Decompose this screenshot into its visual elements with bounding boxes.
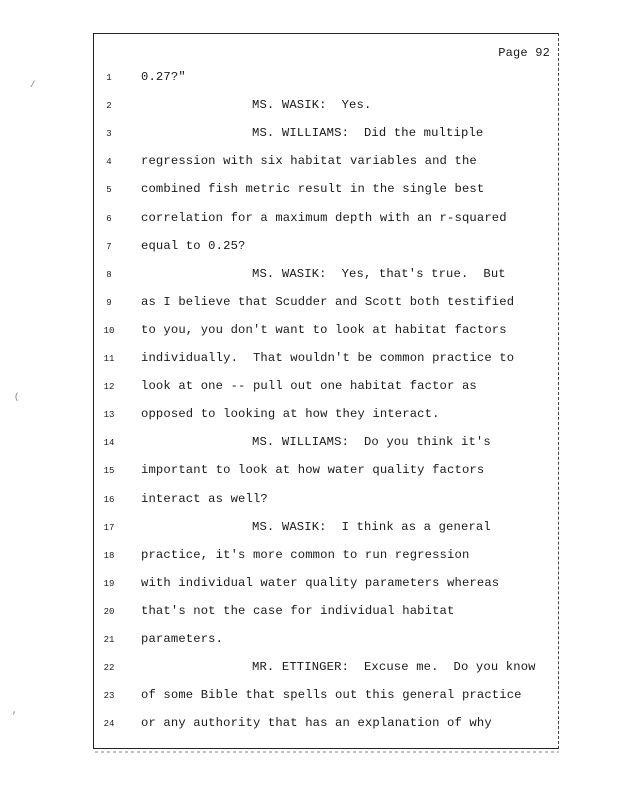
page-number: Page 92 xyxy=(498,46,550,60)
transcript-line xyxy=(94,152,558,180)
line-number: 19 xyxy=(103,578,115,589)
line-text: interact as well? xyxy=(141,491,268,506)
transcript-line xyxy=(94,321,558,349)
scan-artifact: , xyxy=(12,706,18,716)
transcript-line xyxy=(94,630,558,658)
transcript-line xyxy=(94,461,558,489)
transcript-line xyxy=(94,68,558,96)
line-number: 14 xyxy=(103,438,115,449)
line-number: 3 xyxy=(106,129,112,140)
transcript-line xyxy=(94,490,558,518)
scan-artifact: / xyxy=(30,80,36,90)
transcript-line xyxy=(94,377,558,405)
scan-edge xyxy=(95,751,559,753)
line-number: 5 xyxy=(106,185,112,196)
speaker-line-text: MS. WILLIAMS: Do you think it's xyxy=(252,435,491,450)
scan-artifact: ( xyxy=(14,392,20,402)
line-number: 9 xyxy=(106,297,112,308)
speaker-line-text: MR. ETTINGER: Excuse me. Do you know xyxy=(252,660,536,675)
transcript-line xyxy=(94,265,558,293)
transcript-line xyxy=(94,349,558,377)
line-number: 23 xyxy=(103,691,115,702)
line-number: 15 xyxy=(103,466,115,477)
speaker-line-text: MS. WASIK: Yes, that's true. But xyxy=(252,266,506,281)
line-number: 17 xyxy=(103,522,115,533)
transcript-line xyxy=(94,237,558,265)
line-text: that's not the case for individual habitat xyxy=(141,603,455,618)
line-number: 2 xyxy=(106,101,112,112)
line-number: 22 xyxy=(103,663,115,674)
line-number: 20 xyxy=(103,606,115,617)
line-number: 12 xyxy=(103,382,115,393)
speaker-line-text: MS. WASIK: I think as a general xyxy=(252,519,491,534)
line-text: correlation for a maximum depth with an r-squared xyxy=(141,210,507,225)
transcript-line xyxy=(94,518,558,546)
transcript-line xyxy=(94,546,558,574)
line-text: equal to 0.25? xyxy=(141,238,246,253)
line-text: 0.27?" xyxy=(141,70,186,84)
line-text: with individual water quality parameters whereas xyxy=(141,575,500,590)
line-text: opposed to looking at how they interact. xyxy=(141,407,440,422)
transcript-page xyxy=(93,33,559,749)
transcript-line xyxy=(94,405,558,433)
line-number: 8 xyxy=(106,269,112,280)
transcript-line xyxy=(94,658,558,686)
transcript-line xyxy=(94,686,558,714)
line-number: 4 xyxy=(106,157,112,168)
speaker-line-text: MS. WASIK: Yes. xyxy=(252,98,372,113)
line-text: to you, you don't want to look at habitat factors xyxy=(141,322,507,337)
line-number: 11 xyxy=(103,354,115,364)
line-number: 18 xyxy=(103,550,115,561)
line-number: 1 xyxy=(106,73,112,83)
transcript-line xyxy=(94,209,558,237)
transcript-line xyxy=(94,602,558,630)
speaker-line-text: MS. WILLIAMS: Did the multiple xyxy=(252,126,484,141)
line-text: individually. That wouldn't be common practice to xyxy=(141,351,515,365)
line-number: 6 xyxy=(106,213,112,224)
line-number: 7 xyxy=(106,241,112,252)
transcript-line xyxy=(94,714,558,742)
line-text: parameters. xyxy=(141,632,224,646)
transcript-line xyxy=(94,574,558,602)
transcript-line xyxy=(94,433,558,461)
line-number: 10 xyxy=(103,325,115,336)
line-text: practice, it's more common to run regression xyxy=(141,547,470,562)
transcript-line xyxy=(94,180,558,208)
line-text: as I believe that Scudder and Scott both testified xyxy=(141,294,515,309)
line-text: regression with six habitat variables and the xyxy=(141,154,477,169)
transcript-line xyxy=(94,96,558,124)
line-number: 21 xyxy=(103,635,115,645)
transcript-line xyxy=(94,124,558,152)
line-number: 16 xyxy=(103,494,115,505)
line-text: or any authority that has an explanation of why xyxy=(141,716,492,731)
line-text: important to look at how water quality factors xyxy=(141,463,485,478)
line-number: 13 xyxy=(103,410,115,421)
line-number: 24 xyxy=(103,719,115,730)
line-text: combined fish metric result in the single best xyxy=(141,182,485,197)
line-text: of some Bible that spells out this general practice xyxy=(141,688,522,703)
line-text: look at one -- pull out one habitat factor as xyxy=(141,379,477,394)
transcript-line xyxy=(94,293,558,321)
